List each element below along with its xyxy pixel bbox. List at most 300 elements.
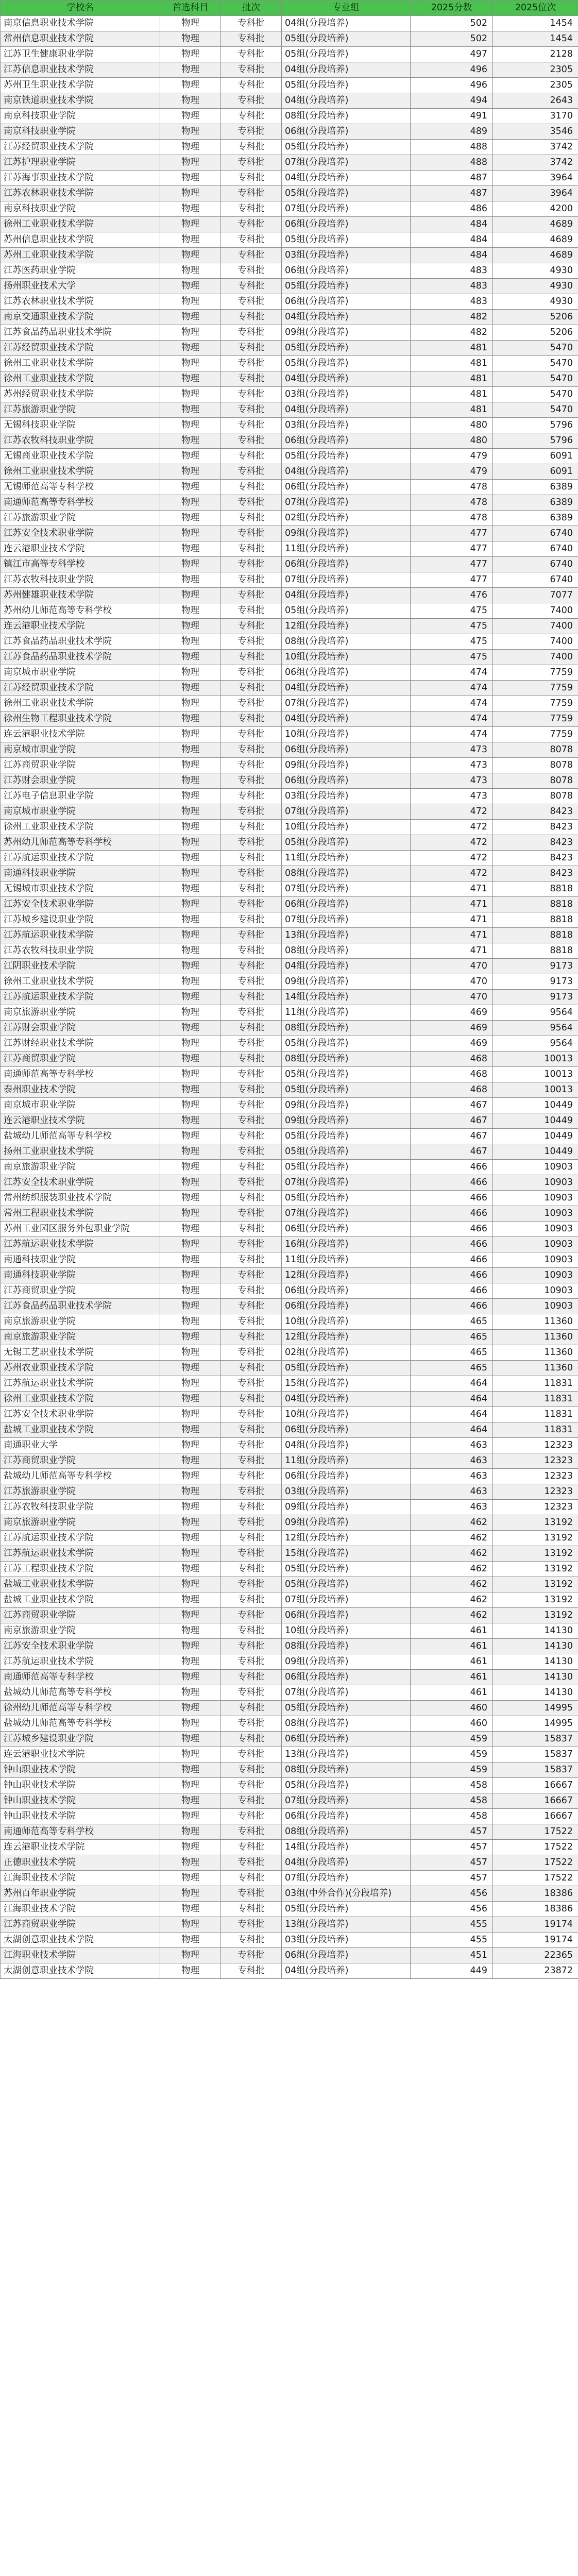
cell-rank: 3742 [493,155,578,171]
cell-rank: 10013 [493,1067,578,1082]
cell-batch: 专科批 [221,1438,282,1453]
cell-batch: 专科批 [221,1330,282,1345]
cell-major-group: 04组(分段培养) [282,959,411,974]
cell-score: 465 [411,1314,493,1330]
cell-rank: 10903 [493,1175,578,1191]
cell-major-group: 05组(分段培养) [282,1191,411,1206]
cell-major-group: 14组(分段培养) [282,1840,411,1855]
cell-batch: 专科批 [221,1515,282,1531]
cell-school-name: 南通科技职业学院 [1,866,160,882]
cell-batch: 专科批 [221,1701,282,1716]
cell-major-group: 04组(分段培养) [282,1438,411,1453]
cell-major-group: 05组(分段培养) [282,232,411,248]
cell-primary-subject: 物理 [160,31,221,47]
cell-primary-subject: 物理 [160,665,221,681]
cell-major-group: 05组(分段培养) [282,1036,411,1052]
cell-rank: 3964 [493,186,578,201]
cell-primary-subject: 物理 [160,820,221,835]
cell-score: 471 [411,928,493,943]
cell-major-group: 07组(分段培养) [282,1871,411,1886]
cell-score: 478 [411,480,493,495]
cell-major-group: 04组(分段培养) [282,1963,411,1979]
cell-school-name: 常州纺织服装职业技术学院 [1,1191,160,1206]
cell-batch: 专科批 [221,1623,282,1639]
cell-score: 467 [411,1129,493,1144]
cell-score: 467 [411,1098,493,1113]
cell-school-name: 连云港职业技术学院 [1,541,160,557]
cell-rank: 5470 [493,356,578,371]
cell-primary-subject: 物理 [160,572,221,588]
cell-batch: 专科批 [221,1422,282,1438]
table-row [1,758,578,773]
cell-major-group: 06组(分段培养) [282,124,411,140]
cell-batch: 专科批 [221,1639,282,1654]
table-row [1,1562,578,1577]
cell-batch: 专科批 [221,572,282,588]
cell-rank: 23872 [493,1963,578,1979]
cell-school-name: 南通科技职业学院 [1,1252,160,1268]
cell-primary-subject: 物理 [160,1314,221,1330]
cell-major-group: 06组(分段培养) [282,263,411,279]
cell-major-group: 06组(分段培养) [282,217,411,232]
cell-rank: 6740 [493,557,578,572]
cell-school-name: 钟山职业技术学院 [1,1762,160,1778]
cell-primary-subject: 物理 [160,1330,221,1345]
cell-school-name: 泰州职业技术学院 [1,1082,160,1098]
cell-major-group: 05组(分段培养) [282,449,411,464]
table-row [1,1422,578,1438]
table-row [1,263,578,279]
cell-school-name: 钟山职业技术学院 [1,1809,160,1824]
cell-rank: 10013 [493,1052,578,1067]
table-row [1,279,578,294]
cell-primary-subject: 物理 [160,1840,221,1855]
cell-score: 458 [411,1809,493,1824]
table-row [1,928,578,943]
cell-major-group: 06组(分段培养) [282,897,411,912]
cell-major-group: 14组(分段培养) [282,990,411,1005]
cell-school-name: 南通师范高等专科学校 [1,1670,160,1685]
cell-major-group: 03组(中外合作)(分段培养) [282,1886,411,1902]
cell-score: 477 [411,526,493,541]
cell-major-group: 04组(分段培养) [282,681,411,696]
cell-score: 462 [411,1546,493,1562]
cell-primary-subject: 物理 [160,851,221,866]
cell-batch: 专科批 [221,1469,282,1484]
cell-score: 477 [411,541,493,557]
cell-score: 466 [411,1191,493,1206]
cell-rank: 10449 [493,1144,578,1160]
cell-rank: 11831 [493,1407,578,1422]
cell-score: 457 [411,1871,493,1886]
cell-score: 473 [411,773,493,789]
cell-score: 494 [411,93,493,109]
table-row [1,1299,578,1314]
cell-score: 470 [411,974,493,990]
cell-school-name: 江苏食品药品职业技术学院 [1,325,160,341]
cell-score: 461 [411,1639,493,1654]
cell-score: 481 [411,341,493,356]
cell-school-name: 江苏电子信息职业学院 [1,789,160,804]
cell-score: 481 [411,371,493,387]
cell-major-group: 10组(分段培养) [282,727,411,742]
cell-major-group: 04组(分段培养) [282,371,411,387]
header-score-2025[interactable]: 2025分数 [411,1,493,16]
cell-primary-subject: 物理 [160,402,221,418]
cell-major-group: 06组(分段培养) [282,665,411,681]
table-row [1,171,578,186]
cell-major-group: 05组(分段培养) [282,1577,411,1592]
table-row [1,248,578,263]
cell-batch: 专科批 [221,1654,282,1670]
table-row [1,882,578,897]
cell-major-group: 07组(分段培养) [282,572,411,588]
cell-school-name: 江苏商贸职业学院 [1,1608,160,1623]
cell-score: 474 [411,711,493,727]
cell-score: 465 [411,1345,493,1361]
cell-rank: 10903 [493,1160,578,1175]
cell-primary-subject: 物理 [160,959,221,974]
cell-rank: 16667 [493,1778,578,1793]
cell-major-group: 05组(分段培养) [282,1361,411,1376]
cell-school-name: 南京交通职业技术学院 [1,310,160,325]
cell-rank: 12323 [493,1484,578,1500]
cell-major-group: 05组(分段培养) [282,140,411,155]
cell-school-name: 连云港职业技术学院 [1,619,160,634]
cell-school-name: 江苏财会职业学院 [1,773,160,789]
cell-score: 463 [411,1453,493,1469]
cell-major-group: 05组(分段培养) [282,78,411,93]
cell-batch: 专科批 [221,171,282,186]
cell-major-group: 04组(分段培养) [282,1855,411,1871]
cell-primary-subject: 物理 [160,1654,221,1670]
cell-rank: 1454 [493,16,578,31]
cell-primary-subject: 物理 [160,1129,221,1144]
cell-primary-subject: 物理 [160,1716,221,1732]
table-row [1,1793,578,1809]
table-row [1,1036,578,1052]
table-row [1,1206,578,1222]
cell-major-group: 04组(分段培养) [282,62,411,78]
table-row [1,1701,578,1716]
cell-primary-subject: 物理 [160,1902,221,1917]
cell-primary-subject: 物理 [160,742,221,758]
cell-batch: 专科批 [221,341,282,356]
table-row [1,1531,578,1546]
table-row [1,1747,578,1762]
cell-rank: 10013 [493,1082,578,1098]
cell-major-group: 05组(分段培养) [282,186,411,201]
cell-major-group: 09组(分段培养) [282,526,411,541]
table-row [1,1871,578,1886]
table-row [1,201,578,217]
cell-primary-subject: 物理 [160,511,221,526]
cell-rank: 14130 [493,1685,578,1701]
header-rank-2025[interactable]: 2025位次 [493,1,578,16]
cell-batch: 专科批 [221,619,282,634]
cell-rank: 8818 [493,882,578,897]
cell-major-group: 06组(分段培养) [282,433,411,449]
cell-school-name: 江苏卫生健康职业学院 [1,47,160,62]
cell-batch: 专科批 [221,186,282,201]
cell-primary-subject: 物理 [160,1732,221,1747]
cell-rank: 6740 [493,541,578,557]
cell-primary-subject: 物理 [160,109,221,124]
cell-batch: 专科批 [221,279,282,294]
cell-batch: 专科批 [221,310,282,325]
cell-batch: 专科批 [221,356,282,371]
cell-school-name: 江海职业技术学院 [1,1902,160,1917]
table-row [1,371,578,387]
cell-batch: 专科批 [221,789,282,804]
cell-score: 462 [411,1608,493,1623]
cell-major-group: 07组(分段培养) [282,1175,411,1191]
cell-school-name: 江苏安全技术职业学院 [1,1639,160,1654]
cell-school-name: 南京科技职业学院 [1,201,160,217]
cell-rank: 14130 [493,1639,578,1654]
cell-batch: 专科批 [221,1886,282,1902]
cell-school-name: 徐州生物工程职业技术学院 [1,711,160,727]
cell-rank: 8423 [493,804,578,820]
table-row [1,835,578,851]
table-row [1,1608,578,1623]
cell-primary-subject: 物理 [160,62,221,78]
table-row [1,1592,578,1608]
cell-batch: 专科批 [221,727,282,742]
cell-batch: 专科批 [221,1191,282,1206]
table-row [1,47,578,62]
table-row [1,1082,578,1098]
cell-school-name: 苏州幼儿师范高等专科学校 [1,835,160,851]
cell-rank: 11360 [493,1345,578,1361]
cell-major-group: 11组(分段培养) [282,1005,411,1021]
cell-primary-subject: 物理 [160,217,221,232]
cell-school-name: 江苏食品药品职业技术学院 [1,1299,160,1314]
cell-batch: 专科批 [221,1871,282,1886]
cell-batch: 专科批 [221,959,282,974]
cell-school-name: 南京城市职业学院 [1,742,160,758]
cell-primary-subject: 物理 [160,603,221,619]
cell-major-group: 06组(分段培养) [282,1608,411,1623]
table-row [1,820,578,835]
table-row [1,619,578,634]
cell-rank: 7759 [493,711,578,727]
cell-primary-subject: 物理 [160,526,221,541]
cell-batch: 专科批 [221,1716,282,1732]
table-row [1,1855,578,1871]
table-row [1,1732,578,1747]
cell-rank: 10449 [493,1129,578,1144]
cell-rank: 13192 [493,1608,578,1623]
cell-rank: 3170 [493,109,578,124]
cell-score: 477 [411,557,493,572]
header-primary-subject[interactable]: 首选科目 [160,1,221,16]
cell-primary-subject: 物理 [160,1778,221,1793]
table-row [1,1886,578,1902]
cell-rank: 6389 [493,511,578,526]
cell-rank: 11360 [493,1330,578,1345]
cell-school-name: 南京科技职业学院 [1,124,160,140]
cell-rank: 22365 [493,1948,578,1963]
cell-school-name: 江海职业技术学院 [1,1871,160,1886]
cell-school-name: 江苏商贸职业学院 [1,1453,160,1469]
cell-primary-subject: 物理 [160,1361,221,1376]
cell-school-name: 南京旅游职业学院 [1,1005,160,1021]
cell-school-name: 江苏商贸职业学院 [1,1052,160,1067]
cell-rank: 4930 [493,263,578,279]
cell-school-name: 徐州工业职业技术学院 [1,696,160,711]
cell-rank: 8078 [493,758,578,773]
cell-batch: 专科批 [221,1531,282,1546]
cell-major-group: 03组(分段培养) [282,418,411,433]
cell-major-group: 08组(分段培养) [282,1716,411,1732]
table-row [1,1840,578,1855]
cell-batch: 专科批 [221,696,282,711]
cell-batch: 专科批 [221,928,282,943]
cell-score: 479 [411,464,493,480]
cell-primary-subject: 物理 [160,449,221,464]
table-row [1,1515,578,1531]
cell-rank: 5796 [493,433,578,449]
cell-batch: 专科批 [221,1098,282,1113]
cell-major-group: 05组(分段培养) [282,1067,411,1082]
cell-primary-subject: 物理 [160,1762,221,1778]
cell-major-group: 02组(分段培养) [282,511,411,526]
cell-batch: 专科批 [221,1917,282,1933]
cell-batch: 专科批 [221,109,282,124]
table-row [1,1453,578,1469]
cell-score: 468 [411,1082,493,1098]
cell-score: 476 [411,588,493,603]
cell-rank: 14130 [493,1670,578,1685]
cell-school-name: 苏州农业职业技术学院 [1,1361,160,1376]
cell-score: 470 [411,959,493,974]
cell-primary-subject: 物理 [160,1484,221,1500]
cell-major-group: 05组(分段培养) [282,279,411,294]
cell-score: 471 [411,943,493,959]
cell-school-name: 徐州幼儿师范高等专科学校 [1,1701,160,1716]
cell-score: 455 [411,1917,493,1933]
cell-primary-subject: 物理 [160,758,221,773]
cell-primary-subject: 物理 [160,804,221,820]
cell-primary-subject: 物理 [160,1376,221,1392]
cell-school-name: 镇江市高等专科学校 [1,557,160,572]
cell-primary-subject: 物理 [160,681,221,696]
cell-score: 475 [411,619,493,634]
cell-school-name: 苏州卫生职业技术学院 [1,78,160,93]
cell-school-name: 盐城工业职业技术学院 [1,1577,160,1592]
table-row [1,232,578,248]
cell-major-group: 05组(分段培养) [282,47,411,62]
table-row [1,541,578,557]
cell-score: 502 [411,31,493,47]
cell-rank: 8423 [493,820,578,835]
cell-major-group: 04组(分段培养) [282,588,411,603]
cell-score: 487 [411,186,493,201]
cell-score: 472 [411,866,493,882]
cell-rank: 12323 [493,1438,578,1453]
table-row [1,1824,578,1840]
cell-school-name: 徐州工业职业技术学院 [1,217,160,232]
table-row [1,1361,578,1376]
cell-major-group: 03组(分段培养) [282,1933,411,1948]
cell-primary-subject: 物理 [160,1113,221,1129]
table-row [1,16,578,31]
cell-score: 466 [411,1222,493,1237]
cell-batch: 专科批 [221,263,282,279]
cell-school-name: 江苏旅游职业学院 [1,1484,160,1500]
cell-school-name: 连云港职业技术学院 [1,1747,160,1762]
cell-major-group: 12组(分段培养) [282,619,411,634]
cell-rank: 4200 [493,201,578,217]
cell-major-group: 08组(分段培养) [282,1762,411,1778]
cell-school-name: 江苏工程职业技术学院 [1,1562,160,1577]
cell-batch: 专科批 [221,1052,282,1067]
cell-rank: 8078 [493,742,578,758]
cell-primary-subject: 物理 [160,341,221,356]
cell-rank: 10903 [493,1268,578,1283]
cell-school-name: 常州信息职业技术学院 [1,31,160,47]
cell-primary-subject: 物理 [160,1160,221,1175]
cell-primary-subject: 物理 [160,1469,221,1484]
header-batch[interactable]: 批次 [221,1,282,16]
cell-primary-subject: 物理 [160,1592,221,1608]
cell-batch: 专科批 [221,588,282,603]
cell-rank: 5470 [493,387,578,402]
cell-primary-subject: 物理 [160,1082,221,1098]
cell-score: 473 [411,789,493,804]
cell-batch: 专科批 [221,1283,282,1299]
cell-rank: 14995 [493,1701,578,1716]
cell-batch: 专科批 [221,155,282,171]
cell-batch: 专科批 [221,851,282,866]
cell-major-group: 10组(分段培养) [282,1407,411,1422]
cell-school-name: 南通师范高等专科学校 [1,495,160,511]
cell-school-name: 江苏商贸职业学院 [1,758,160,773]
cell-school-name: 江海职业技术学院 [1,1948,160,1963]
cell-score: 474 [411,665,493,681]
cell-rank: 14995 [493,1716,578,1732]
table-row [1,1392,578,1407]
cell-score: 474 [411,727,493,742]
cell-school-name: 扬州职业技术大学 [1,279,160,294]
cell-score: 459 [411,1762,493,1778]
cell-batch: 专科批 [221,1345,282,1361]
table-row [1,711,578,727]
cell-school-name: 常州工程职业技术学院 [1,1206,160,1222]
cell-primary-subject: 物理 [160,140,221,155]
cell-primary-subject: 物理 [160,897,221,912]
table-row [1,109,578,124]
cell-batch: 专科批 [221,1160,282,1175]
cell-batch: 专科批 [221,665,282,681]
table-row [1,789,578,804]
table-row [1,62,578,78]
header-major-group[interactable]: 专业组 [282,1,411,16]
header-school-name[interactable]: 学校名 [1,1,160,16]
cell-school-name: 盐城工业职业技术学院 [1,1422,160,1438]
cell-batch: 专科批 [221,1021,282,1036]
cell-rank: 13192 [493,1592,578,1608]
cell-primary-subject: 物理 [160,1809,221,1824]
cell-batch: 专科批 [221,387,282,402]
cell-primary-subject: 物理 [160,541,221,557]
cell-batch: 专科批 [221,1732,282,1747]
cell-rank: 10903 [493,1252,578,1268]
cell-major-group: 08组(分段培养) [282,634,411,650]
cell-school-name: 南京旅游职业学院 [1,1330,160,1345]
cell-rank: 11831 [493,1376,578,1392]
